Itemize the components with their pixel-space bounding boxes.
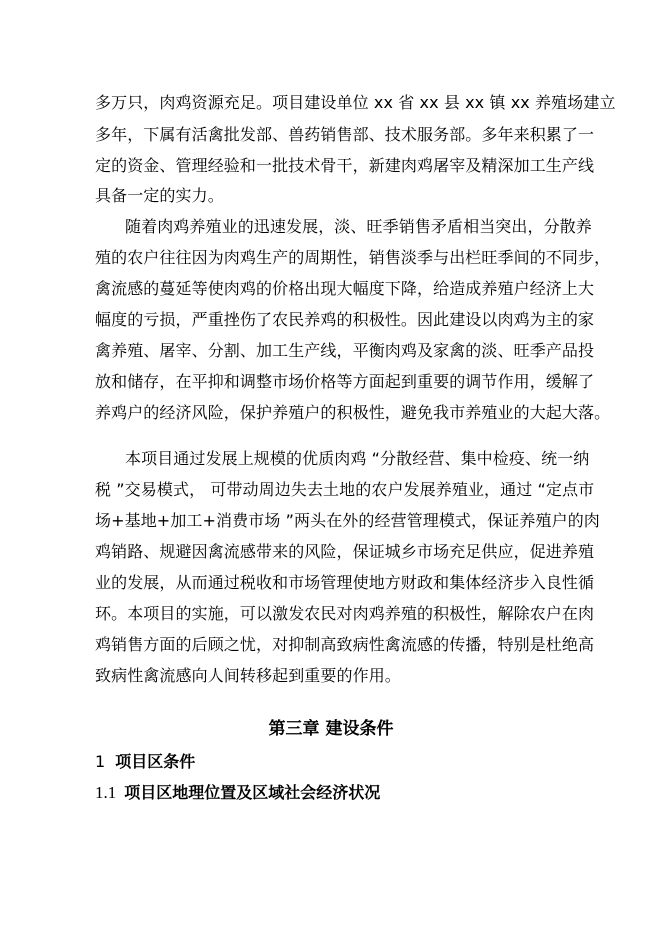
paragraph-1-line-1: 多万只，肉鸡资源充足。项目建设单位 xx 省 xx 县 xx 镇 xx 养殖场建立 [95, 93, 616, 112]
paragraph-3-line-8: 致病性禽流感向人间转移起到重要的作用。 [95, 666, 401, 685]
paragraph-1-line-4: 具备一定的实力。 [95, 186, 224, 205]
chapter-title: 第三章 建设条件 [268, 719, 394, 739]
paragraph-2-line-1: 随着肉鸡养殖业的迅速发展，淡、旺季销售矛盾相当突出，分散养 [125, 217, 592, 236]
section-heading [95, 752, 195, 772]
paragraph-3-line-4: 鸡销路、规避因禽流感带来的风险，保证城乡市场充足供应，促进养殖 [95, 542, 595, 561]
paragraph-3-line-7: 鸡销售方面的后顾之忧，对抑制高致病性禽流感的传播，特别是杜绝高 [95, 635, 595, 654]
paragraph-3-line-1: 本项目通过发展上规模的优质肉鸡 “分散经营、集中检疫、统一纳 [125, 449, 590, 468]
paragraph-2-line-6: 放和储存，在平抑和调整市场价格等方面起到重要的调节作用，缓解了 [95, 372, 595, 391]
paragraph-3-line-6: 环。本项目的实施，可以激发农民对肉鸡养殖的积极性，解除农户在肉 [95, 604, 595, 623]
paragraph-2-line-4: 幅度的亏损，严重挫伤了农民养鸡的积极性。因此建设以肉鸡为主的家 [95, 310, 595, 329]
paragraph-2-line-7: 养鸡户的经济风险，保护养殖户的积极性，避免我市养殖业的大起大落。 [95, 403, 611, 422]
section-number: 1 [95, 752, 106, 771]
subsection-number: 1.1 [95, 783, 117, 802]
subsection-heading [95, 783, 380, 803]
paragraph-2-line-3: 禽流感的蔓延等使肉鸡的价格出现大幅度下降，给造成养殖户经济上大 [95, 279, 595, 298]
paragraph-3-line-2: 税 ”交易模式， 可带动周边失去土地的农户发展养殖业，通过 “定点市 [95, 480, 595, 499]
paragraph-3-line-5: 业的发展，从而通过税收和市场管理使地方财政和集体经济步入良性循 [95, 573, 595, 592]
paragraph-1-line-3: 定的资金、管理经验和一批技术骨干，新建肉鸡屠宰及精深加工生产线 [95, 156, 595, 175]
paragraph-2-line-5: 禽养殖、屠宰、分割、加工生产线，平衡肉鸡及家禽的淡、旺季产品投 [95, 341, 595, 360]
paragraph-3-line-3: 场+基地+加工+消费市场 ”两头在外的经营管理模式，保证养殖户的肉 [95, 511, 600, 530]
subsection-title: 项目区地理位置及区域社会经济状况 [124, 783, 381, 802]
paragraph-1-line-2: 多年，下属有活禽批发部、兽药销售部、技术服务部。多年来积累了一 [95, 125, 595, 144]
paragraph-2-line-2: 殖的农户往往因为肉鸡生产的周期性，销售淡季与出栏旺季间的不同步， [95, 248, 611, 267]
section-title: 项目区条件 [115, 752, 196, 771]
